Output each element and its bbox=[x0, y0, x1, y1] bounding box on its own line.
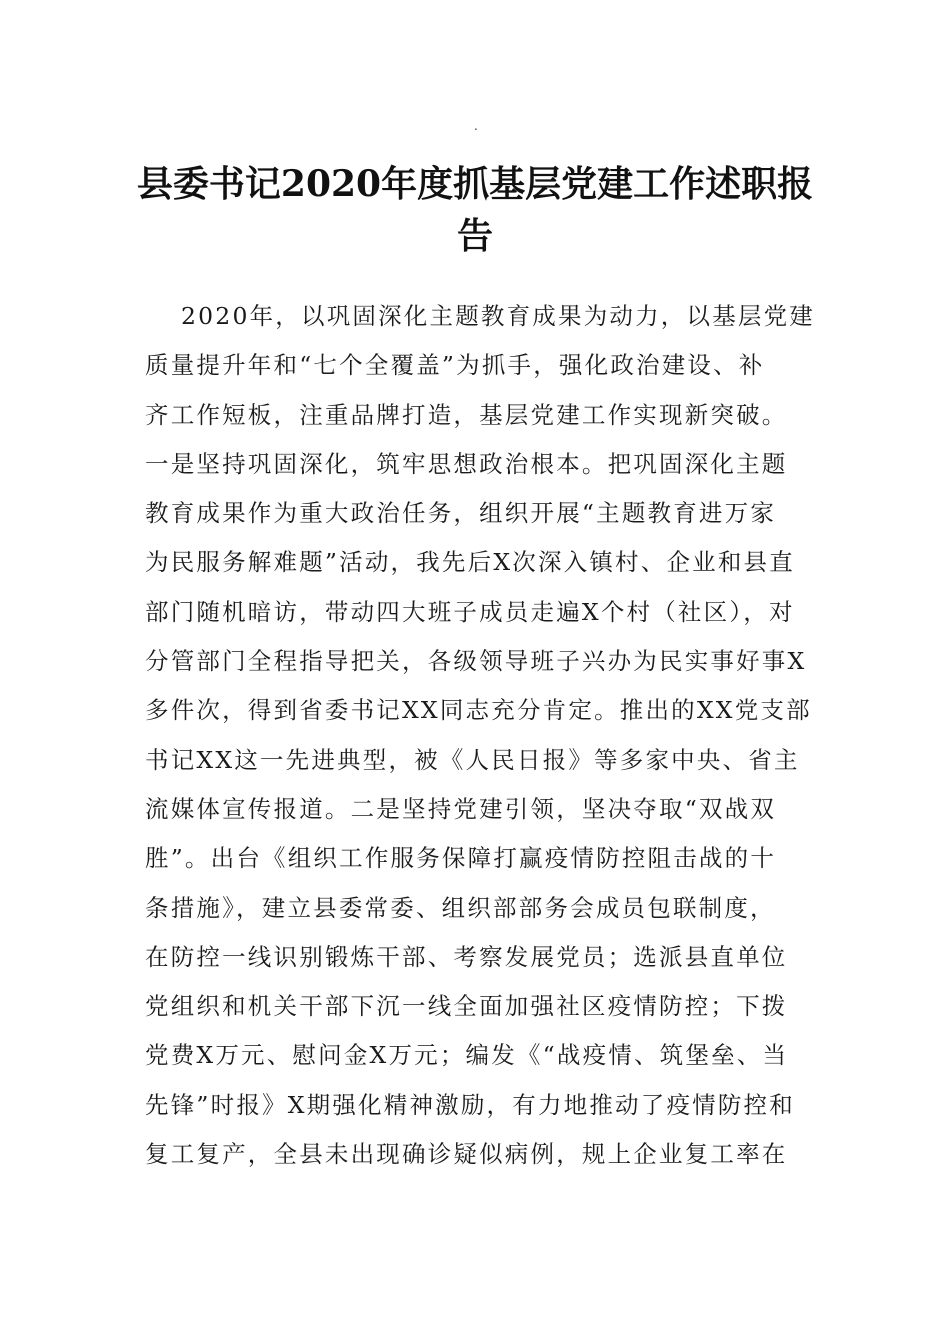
body-line: 在防控一线识别锻炼干部、考察发展党员；选派县直单位 bbox=[145, 942, 788, 971]
body-line: 书记XX这一先进典型，被《人民日报》等多家中央、省主 bbox=[145, 745, 800, 774]
body-line: 质量提升年和“七个全覆盖”为抓手，强化政治建设、补 bbox=[145, 351, 765, 380]
body-line: 胜”。出台《组织工作服务保障打赢疫情防控阻击战的十 bbox=[145, 844, 777, 873]
body-line: 多件次，得到省委书记XX同志充分肯定。推出的XX党支部 bbox=[145, 696, 812, 725]
body-line: 党费X万元、慰问金X万元；编发《“战疫情、筑堡垒、当 bbox=[145, 1041, 789, 1070]
top-mark: . bbox=[474, 119, 478, 133]
document-title: 县委书记2020年度抓基层党建工作述职报告 bbox=[136, 163, 814, 257]
body-line: 流媒体宣传报道。二是坚持党建引领，坚决夺取“双战双 bbox=[145, 794, 777, 823]
body-paragraph bbox=[145, 292, 816, 1179]
body-line: 部门随机暗访，带动四大班子成员走遍X个村（社区），对 bbox=[145, 597, 795, 626]
body-line: 复工复产，全县未出现确诊疑似病例，规上企业复工率在 bbox=[145, 1140, 788, 1169]
body-line: 齐工作短板，注重品牌打造，基层党建工作实现新突破。 bbox=[145, 400, 788, 429]
body-line: 一是坚持巩固深化，筑牢思想政治根本。把巩固深化主题 bbox=[145, 449, 788, 478]
body-line: 2020年，以巩固深化主题教育成果为动力，以基层党建 bbox=[181, 302, 816, 330]
body-line: 教育成果作为重大政治任务，组织开展“主题教育进万家 bbox=[145, 499, 777, 528]
body-line: 为民服务解难题”活动，我先后X次深入镇村、企业和县直 bbox=[145, 548, 795, 577]
body-line: 条措施》，建立县委常委、组织部部务会成员包联制度， bbox=[145, 893, 776, 922]
body-line: 分管部门全程指导把关，各级领导班子兴办为民实事好事X bbox=[145, 647, 807, 676]
body-line: 党组织和机关干部下沉一线全面加强社区疫情防控；下拨 bbox=[145, 992, 788, 1021]
body-line: 先锋”时报》X期强化精神激励，有力地推动了疫情防控和 bbox=[145, 1090, 795, 1119]
